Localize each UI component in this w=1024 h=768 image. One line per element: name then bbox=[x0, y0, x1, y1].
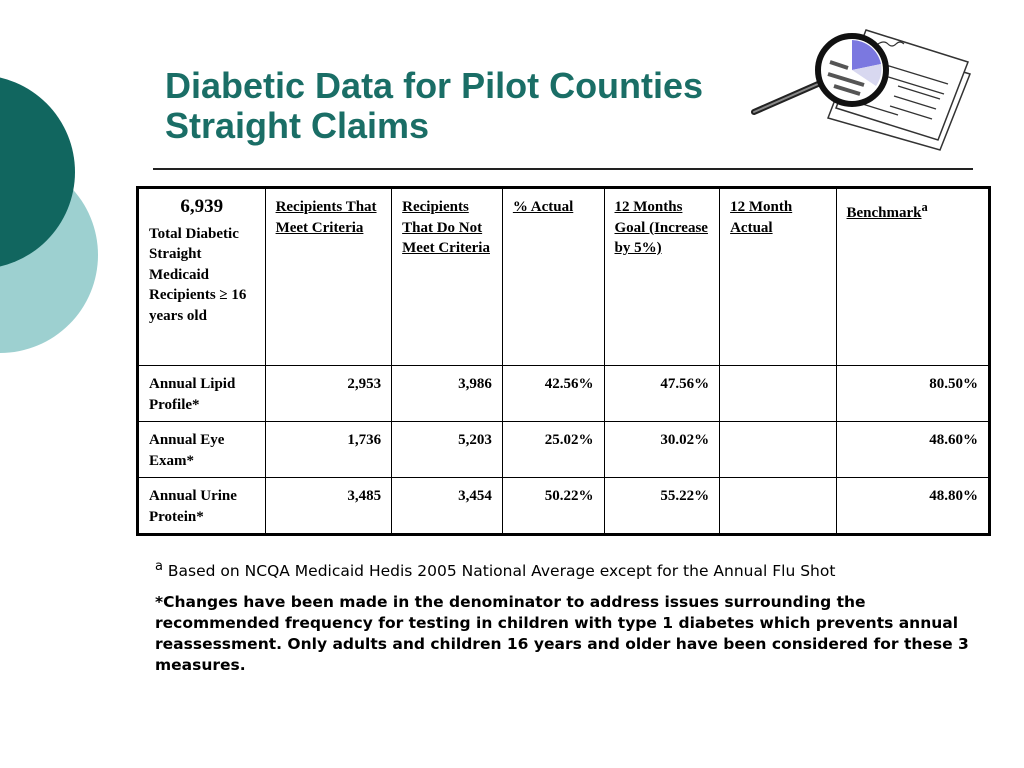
table-row bbox=[138, 478, 990, 535]
not-meet-criteria-value: 5,203 bbox=[392, 422, 503, 478]
decorative-circles bbox=[0, 0, 110, 410]
header-not-meet-criteria: Recipients That Do Not Meet Criteria bbox=[392, 188, 503, 366]
title-line-2: Straight Claims bbox=[165, 105, 430, 146]
benchmark-value: 48.80% bbox=[836, 478, 989, 535]
diabetic-data-table bbox=[136, 186, 991, 536]
benchmark-footnote bbox=[155, 556, 985, 582]
header-meet-criteria: Recipients That Meet Criteria bbox=[265, 188, 392, 366]
not-meet-criteria-value: 3,454 bbox=[392, 478, 503, 535]
percent-actual-value: 50.22% bbox=[502, 478, 604, 535]
goal-value: 30.02% bbox=[604, 422, 720, 478]
denominator-footnote: *Changes have been made in the denominator to address issues surrounding the recommended frequency for testing in children with type 1 diabetes which prevents annual reassessment. Only adults and children 16 years and older have been considered for these 3 measures. bbox=[155, 593, 969, 675]
benchmark-value: 48.60% bbox=[836, 422, 989, 478]
total-recipients-cell bbox=[138, 188, 266, 366]
not-meet-criteria-value: 3,986 bbox=[392, 366, 503, 422]
header-row bbox=[138, 188, 990, 366]
title-divider bbox=[153, 168, 973, 170]
row-label: Annual Lipid Profile* bbox=[138, 366, 266, 422]
row-label: Annual Eye Exam* bbox=[138, 422, 266, 478]
footnotes bbox=[155, 556, 985, 676]
magnifier-over-document-icon bbox=[748, 22, 974, 157]
header-percent-actual: % Actual bbox=[502, 188, 604, 366]
month-actual-value bbox=[720, 366, 836, 422]
benchmark-footnote-marker: a bbox=[921, 200, 928, 214]
meet-criteria-value: 2,953 bbox=[265, 366, 392, 422]
month-actual-value bbox=[720, 478, 836, 535]
table-row bbox=[138, 422, 990, 478]
percent-actual-value: 42.56% bbox=[502, 366, 604, 422]
header-12-month-goal: 12 Months Goal (Increase by 5%) bbox=[604, 188, 720, 366]
benchmark-footnote-text: Based on NCQA Medicaid Hedis 2005 National Average except for the Annual Flu Shot bbox=[167, 562, 836, 581]
table-row bbox=[138, 366, 990, 422]
meet-criteria-value: 1,736 bbox=[265, 422, 392, 478]
title-line-1: Diabetic Data for Pilot Counties bbox=[165, 65, 704, 106]
magnifying-glass-icon bbox=[754, 36, 886, 112]
meet-criteria-value: 3,485 bbox=[265, 478, 392, 535]
header-benchmark: Benchmark$^a$ bbox=[836, 188, 989, 366]
page-title bbox=[165, 66, 703, 146]
percent-actual-value: 25.02% bbox=[502, 422, 604, 478]
goal-value: 55.22% bbox=[604, 478, 720, 535]
total-recipients-value: 6,939 bbox=[180, 196, 224, 217]
footnote-marker: a bbox=[155, 559, 163, 574]
goal-value: 47.56% bbox=[604, 366, 720, 422]
row-label: Annual Urine Protein* bbox=[138, 478, 266, 535]
total-recipients-label: Total Diabetic Straight Medicaid Recipients ≥ 16 years old bbox=[149, 225, 247, 324]
header-12-month-actual: 12 Month Actual bbox=[720, 188, 836, 366]
month-actual-value bbox=[720, 422, 836, 478]
benchmark-value: 80.50% bbox=[836, 366, 989, 422]
